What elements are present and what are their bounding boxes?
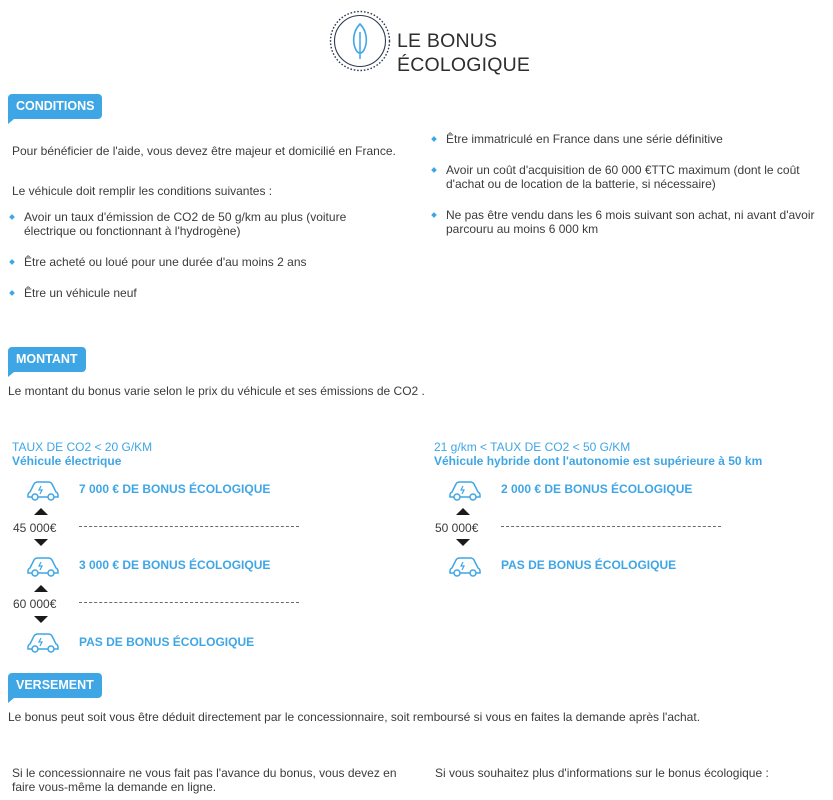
right-bonus-1: 2 000 € DE BONUS ÉCOLOGIQUE [501,482,693,496]
versement-right-text: Si vous souhaitez plus d'informations sur le bonus écologique : [435,766,769,780]
electric-car-icon [26,630,60,654]
list-item: Être un véhicule neuf [8,286,398,300]
left-bonus-1: 7 000 € DE BONUS ÉCOLOGIQUE [79,482,271,496]
title-line-1: LE BONUS [397,30,498,52]
left-threshold-1: 45 000€ [13,521,57,535]
divider [79,526,299,527]
left-bonus-2: 3 000 € DE BONUS ÉCOLOGIQUE [79,558,271,572]
electric-car-icon [26,554,60,578]
arrow-up-icon [456,508,470,515]
list-item: Avoir un coût d'acquisition de 60 000 €TTC maximum (dont le coût d'achat ou de location de la batterie, si nécessaire) [430,163,825,191]
electric-car-icon [26,478,60,502]
arrow-down-icon [34,616,48,623]
montant-left-subtitle: Véhicule électrique [12,454,122,468]
conditions-vehicle-intro: Le véhicule doit remplir les conditions suivantes : [12,184,273,198]
versement-tag: VERSEMENT [8,673,102,698]
list-item: Avoir un taux d'émission de CO2 de 50 g/km au plus (voiture électrique ou fonctionnant à l'hydrogène) [8,210,398,238]
conditions-intro: Pour bénéficier de l'aide, vous devez être majeur et domicilié en France. [12,144,396,158]
list-item: Être immatriculé en France dans une série définitive [430,132,825,146]
montant-right-subtitle: Véhicule hybride dont l'autonomie est supérieure à 50 km [434,454,763,468]
montant-tag: MONTANT [8,347,86,372]
versement-left-text: Si le concessionnaire ne vous fait pas l'avance du bonus, vous devez en faire vous-même la demande en ligne. [12,766,397,794]
electric-car-icon [448,478,482,502]
conditions-left-list [8,210,398,300]
page-title [397,29,530,77]
leaf-icon [329,10,391,72]
left-bonus-3: PAS DE BONUS ÉCOLOGIQUE [79,635,255,649]
arrow-down-icon [34,539,48,546]
montant-right-heading [434,440,762,468]
conditions-tag: CONDITIONS [8,94,102,119]
right-bonus-2: PAS DE BONUS ÉCOLOGIQUE [501,558,677,572]
montant-left-title: TAUX DE CO2 < 20 G/KM [12,440,153,454]
montant-intro: Le montant du bonus varie selon le prix du véhicule et ses émissions de CO2 . [8,384,425,398]
title-line-2: ÉCOLOGIQUE [397,54,531,76]
versement-intro: Le bonus peut soit vous être déduit directement par le concessionnaire, soit remboursé si vous en faites la demande après l'achat. [8,710,701,724]
left-threshold-2: 60 000€ [13,597,57,611]
arrow-up-icon [34,585,48,592]
divider [79,602,299,603]
conditions-right-list [430,132,825,236]
electric-car-icon [448,554,482,578]
right-threshold-1: 50 000€ [435,521,479,535]
montant-left-heading [12,440,152,468]
list-item: Ne pas être vendu dans les 6 mois suivant son achat, ni avant d'avoir parcouru au moins 6 000 km [430,208,825,236]
arrow-up-icon [34,508,48,515]
list-item: Être acheté ou loué pour une durée d'au moins 2 ans [8,255,398,269]
arrow-down-icon [456,539,470,546]
montant-right-title: 21 g/km < TAUX DE CO2 < 50 G/KM [434,440,631,454]
divider [501,526,721,527]
